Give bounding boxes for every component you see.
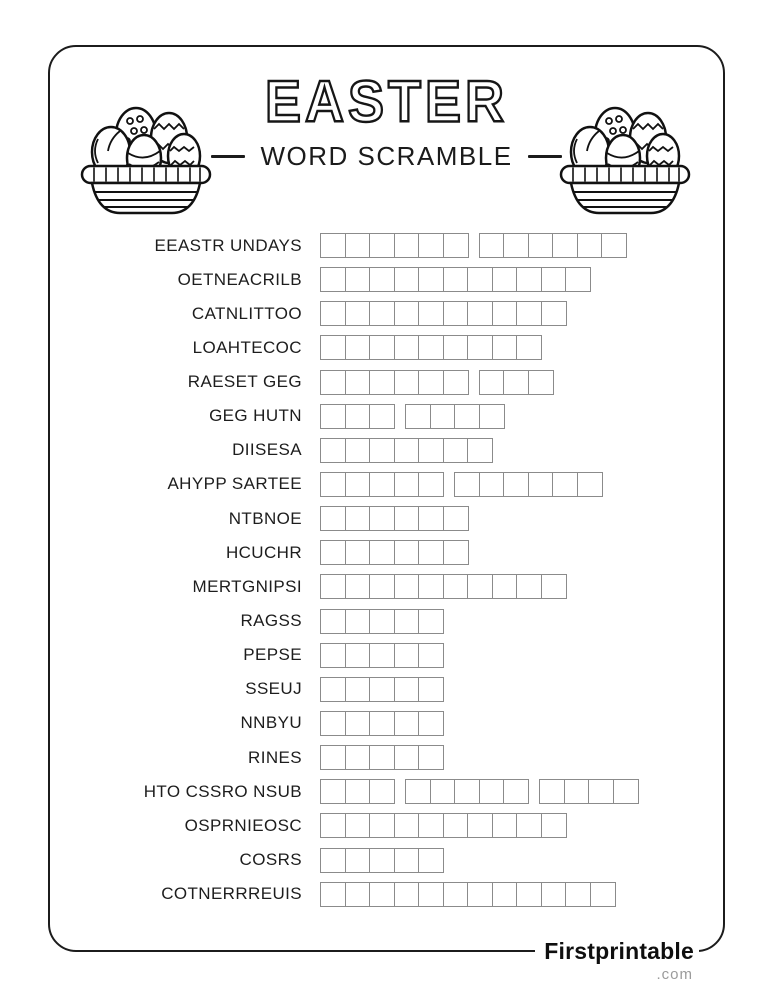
answer-box [443, 813, 469, 838]
puzzle-row [50, 540, 723, 565]
answer-box [320, 574, 346, 599]
answer-box [467, 267, 493, 292]
answer-box [565, 267, 591, 292]
word-scramble-list [50, 233, 723, 916]
answer-box [418, 848, 444, 873]
answer-box [394, 677, 420, 702]
answer-box [345, 472, 371, 497]
answer-box [394, 540, 420, 565]
answer-group [405, 404, 505, 429]
answer-box [613, 779, 639, 804]
answer-box [492, 267, 518, 292]
scramble-word: OETNEACRILB [177, 269, 302, 289]
answer-box [394, 882, 420, 907]
answer-box [418, 677, 444, 702]
answer-groups [320, 438, 493, 463]
answer-group [454, 472, 603, 497]
answer-box [394, 301, 420, 326]
answer-box [541, 301, 567, 326]
puzzle-row [50, 506, 723, 531]
answer-box [345, 574, 371, 599]
scramble-word: COTNERRREUIS [161, 884, 302, 904]
answer-group [320, 882, 616, 907]
answer-box [320, 404, 346, 429]
answer-groups [320, 677, 444, 702]
answer-group [320, 609, 444, 634]
answer-box [552, 233, 578, 258]
answer-box [320, 540, 346, 565]
answer-box [443, 574, 469, 599]
answer-box [320, 609, 346, 634]
answer-group [320, 848, 444, 873]
answer-box [345, 370, 371, 395]
answer-box [369, 233, 395, 258]
answer-box [503, 233, 529, 258]
puzzle-row [50, 301, 723, 326]
answer-groups [320, 506, 469, 531]
answer-box [492, 574, 518, 599]
answer-group [320, 233, 469, 258]
answer-box [418, 506, 444, 531]
answer-group [320, 643, 444, 668]
answer-box [345, 677, 371, 702]
scramble-word: COSRS [239, 850, 302, 870]
scramble-word: LOAHTECOC [192, 337, 302, 357]
answer-groups [320, 335, 542, 360]
answer-box [577, 233, 603, 258]
answer-box [479, 779, 505, 804]
answer-box [369, 301, 395, 326]
answer-box [369, 335, 395, 360]
brand-logo: Firstprintable [535, 938, 699, 964]
answer-box [516, 882, 542, 907]
answer-box [565, 882, 591, 907]
page-title: EASTER [264, 69, 509, 135]
answer-box [345, 438, 371, 463]
answer-box [528, 233, 554, 258]
answer-group [479, 233, 628, 258]
answer-box [418, 574, 444, 599]
answer-box [394, 370, 420, 395]
answer-box [369, 540, 395, 565]
puzzle-row [50, 882, 723, 907]
answer-group [320, 370, 469, 395]
answer-group [479, 370, 554, 395]
answer-group [320, 677, 444, 702]
answer-box [418, 882, 444, 907]
scramble-word: OSPRNIEOSC [184, 815, 302, 835]
answer-box [394, 711, 420, 736]
answer-box [516, 335, 542, 360]
answer-box [539, 779, 565, 804]
puzzle-row [50, 745, 723, 770]
answer-box [443, 335, 469, 360]
answer-box [369, 472, 395, 497]
scramble-word: PEPSE [243, 645, 302, 665]
answer-group [320, 711, 444, 736]
scramble-word: NTBNOE [228, 508, 302, 528]
answer-box [369, 848, 395, 873]
scramble-word: RINES [248, 747, 302, 767]
answer-group [320, 404, 395, 429]
answer-group [320, 438, 493, 463]
scramble-word: AHYPP SARTEE [167, 474, 302, 494]
answer-box [345, 779, 371, 804]
answer-box [443, 370, 469, 395]
answer-groups [320, 472, 603, 497]
answer-box [394, 472, 420, 497]
answer-box [443, 301, 469, 326]
answer-box [320, 643, 346, 668]
answer-groups [320, 370, 554, 395]
answer-box [590, 882, 616, 907]
answer-box [369, 643, 395, 668]
answer-box [320, 233, 346, 258]
answer-box [467, 882, 493, 907]
answer-box [394, 574, 420, 599]
answer-box [369, 506, 395, 531]
answer-box [418, 233, 444, 258]
puzzle-row [50, 848, 723, 873]
answer-groups [320, 745, 444, 770]
answer-box [454, 472, 480, 497]
answer-groups [320, 233, 627, 258]
answer-box [528, 370, 554, 395]
answer-box [503, 779, 529, 804]
answer-box [443, 540, 469, 565]
answer-box [564, 779, 590, 804]
answer-group [320, 779, 395, 804]
answer-box [577, 472, 603, 497]
answer-box [369, 677, 395, 702]
puzzle-row [50, 574, 723, 599]
answer-box [345, 882, 371, 907]
answer-group [405, 779, 529, 804]
answer-box [418, 609, 444, 634]
scramble-word: GEG HUTN [209, 406, 302, 426]
answer-box [320, 370, 346, 395]
answer-box [405, 404, 431, 429]
answer-box [369, 882, 395, 907]
answer-box [418, 745, 444, 770]
answer-box [418, 438, 444, 463]
answer-box [320, 335, 346, 360]
answer-box [503, 370, 529, 395]
answer-box [467, 335, 493, 360]
answer-box [467, 813, 493, 838]
answer-box [369, 711, 395, 736]
answer-box [345, 745, 371, 770]
answer-box [418, 335, 444, 360]
page-border [48, 45, 725, 983]
answer-box [443, 438, 469, 463]
answer-box [394, 233, 420, 258]
answer-box [479, 233, 505, 258]
answer-groups [320, 813, 567, 838]
puzzle-row [50, 813, 723, 838]
scramble-word: CATNLITTOO [191, 303, 302, 323]
answer-box [503, 472, 529, 497]
answer-group [539, 779, 639, 804]
answer-group [320, 472, 444, 497]
answer-box [320, 813, 346, 838]
answer-group [320, 574, 567, 599]
answer-box [320, 779, 346, 804]
answer-groups [320, 711, 444, 736]
answer-box [418, 711, 444, 736]
answer-box [418, 267, 444, 292]
answer-box [418, 472, 444, 497]
puzzle-row [50, 370, 723, 395]
answer-groups [320, 267, 591, 292]
answer-group [320, 540, 469, 565]
answer-box [394, 643, 420, 668]
answer-box [479, 404, 505, 429]
easter-basket-icon [553, 63, 697, 215]
answer-box [345, 848, 371, 873]
answer-groups [320, 643, 444, 668]
answer-box [320, 745, 346, 770]
page-subtitle [170, 141, 603, 172]
answer-box [320, 301, 346, 326]
answer-box [345, 813, 371, 838]
answer-box [418, 643, 444, 668]
answer-box [345, 267, 371, 292]
answer-box [320, 438, 346, 463]
answer-box [394, 609, 420, 634]
answer-box [443, 233, 469, 258]
answer-box [541, 813, 567, 838]
answer-group [320, 267, 591, 292]
answer-box [443, 882, 469, 907]
answer-box [394, 745, 420, 770]
answer-box [454, 779, 480, 804]
answer-box [369, 404, 395, 429]
puzzle-row [50, 779, 723, 804]
answer-box [394, 848, 420, 873]
answer-box [516, 301, 542, 326]
scramble-word: HCUCHR [225, 542, 302, 562]
answer-box [492, 882, 518, 907]
answer-box [541, 574, 567, 599]
answer-box [430, 779, 456, 804]
answer-box [345, 506, 371, 531]
answer-box [369, 609, 395, 634]
answer-box [320, 677, 346, 702]
scramble-word: DIISESA [232, 440, 302, 460]
answer-box [528, 472, 554, 497]
scramble-word: HTO CSSRO NSUB [143, 781, 302, 801]
puzzle-row [50, 643, 723, 668]
answer-box [418, 813, 444, 838]
answer-groups [320, 301, 567, 326]
answer-group [320, 745, 444, 770]
answer-box [601, 233, 627, 258]
answer-box [369, 438, 395, 463]
answer-box [345, 711, 371, 736]
answer-box [467, 438, 493, 463]
answer-groups [320, 540, 469, 565]
answer-box [345, 540, 371, 565]
answer-box [516, 574, 542, 599]
puzzle-row [50, 233, 723, 258]
answer-group [320, 506, 469, 531]
answer-box [479, 472, 505, 497]
answer-group [320, 335, 542, 360]
answer-box [320, 506, 346, 531]
answer-box [369, 779, 395, 804]
answer-box [430, 404, 456, 429]
answer-box [516, 813, 542, 838]
answer-box [369, 813, 395, 838]
answer-box [345, 609, 371, 634]
answer-box [369, 370, 395, 395]
answer-box [320, 848, 346, 873]
puzzle-row [50, 472, 723, 497]
brand-domain-suffix: .com [656, 966, 693, 983]
answer-box [552, 472, 578, 497]
scramble-word: EEASTR UNDAYS [154, 235, 302, 255]
answer-groups [320, 574, 567, 599]
answer-box [394, 267, 420, 292]
answer-box [541, 882, 567, 907]
scramble-word: NNBYU [240, 713, 302, 733]
answer-box [394, 438, 420, 463]
answer-box [454, 404, 480, 429]
answer-box [345, 643, 371, 668]
answer-box [345, 335, 371, 360]
answer-box [394, 813, 420, 838]
answer-groups [320, 882, 616, 907]
subtitle-text: WORD SCRAMBLE [260, 141, 513, 171]
answer-group [320, 301, 567, 326]
scramble-word: SSEUJ [245, 679, 302, 699]
answer-box [418, 301, 444, 326]
answer-box [369, 574, 395, 599]
answer-box [320, 882, 346, 907]
scramble-word: MERTGNIPSI [192, 576, 302, 596]
answer-box [467, 301, 493, 326]
answer-group [320, 813, 567, 838]
answer-box [320, 472, 346, 497]
answer-box [320, 267, 346, 292]
answer-box [516, 267, 542, 292]
puzzle-row [50, 404, 723, 429]
puzzle-row [50, 711, 723, 736]
puzzle-row [50, 335, 723, 360]
scramble-word: RAESET GEG [187, 372, 302, 392]
answer-box [492, 301, 518, 326]
answer-box [479, 370, 505, 395]
answer-box [588, 779, 614, 804]
subtitle-dash-left [211, 155, 245, 158]
answer-box [320, 711, 346, 736]
answer-groups [320, 404, 505, 429]
answer-groups [320, 609, 444, 634]
answer-box [443, 267, 469, 292]
answer-box [369, 745, 395, 770]
scramble-word: RAGSS [240, 611, 302, 631]
answer-box [394, 335, 420, 360]
answer-groups [320, 779, 639, 804]
puzzle-row [50, 609, 723, 634]
answer-box [345, 404, 371, 429]
answer-box [418, 370, 444, 395]
answer-box [345, 233, 371, 258]
answer-box [405, 779, 431, 804]
answer-box [369, 267, 395, 292]
puzzle-row [50, 267, 723, 292]
answer-box [418, 540, 444, 565]
answer-box [492, 813, 518, 838]
puzzle-row [50, 438, 723, 463]
answer-box [394, 506, 420, 531]
answer-box [467, 574, 493, 599]
puzzle-row [50, 677, 723, 702]
answer-box [443, 506, 469, 531]
answer-box [541, 267, 567, 292]
answer-box [492, 335, 518, 360]
subtitle-dash-right [528, 155, 562, 158]
easter-basket-icon [74, 63, 218, 215]
answer-box [345, 301, 371, 326]
answer-groups [320, 848, 444, 873]
